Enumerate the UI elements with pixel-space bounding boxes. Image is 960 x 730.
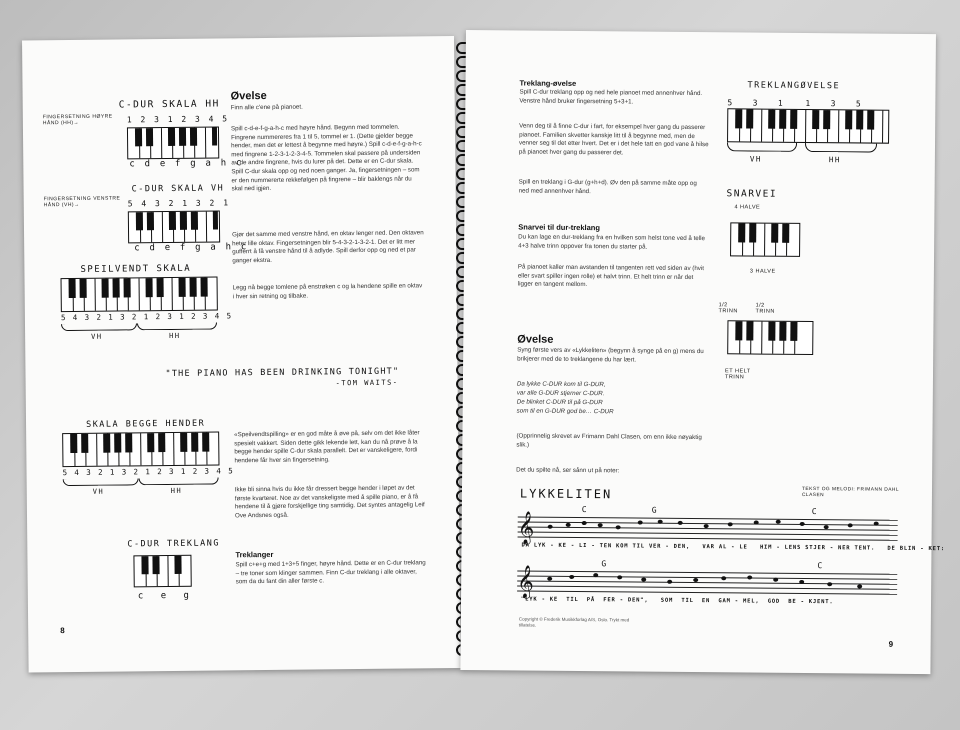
treklang-ovelse-p1: Spill C-dur treklang opp og ned hele pianoet med annenhver hånd. Venstre hånd bruker fingersetning 5+3+1. [519,88,703,106]
cdur-vh-fingering-label: FINGERSETNING VENSTRE HÅND (VH)→ [43,195,121,209]
cdur-vh-notes: c d e f g a h c [134,242,249,254]
chord-g2: G [601,559,608,569]
trinn-half-1: 1/2 TRINN [718,302,738,315]
song-lyrics-1: DA LYK - KE - LI - TEN KOM TIL VER - DEN, VAR AL - LE HIM - LENS STJER - NER TENT. DE BLIN - KET: [521,542,945,553]
song-credit: TEKST OG MELODI: FRIMANN DAHL CLASEN [801,486,899,499]
page-number-right: 9 [888,639,894,649]
ovelse-p3: Legg nå begge tomlene på enstrøken c og la hendene spille en oktav i hver sin retning og tilbake. [232,282,423,300]
ovelse2-outro: Det du spilte nå, ser sånn ut på noter: [516,466,620,475]
speilvendt-vh: VH [91,332,103,341]
copyright: Copyright © Frederik Musikkforlag A/S, Oslo. Trykt med tillatelse. [518,616,630,628]
treklangovelse-brace-hh [805,143,877,153]
staff-1 [517,510,898,544]
treklang-notes: c e g [137,590,195,602]
lyric-line-2: var alle G-DUR stjerner C-DUR. [516,389,605,398]
treklangovelse-title: TREKLANGØVELSE [747,80,841,92]
snarvei-3-halve: 3 HALVE [749,268,776,275]
snarvei-diagram-title: SNARVEI [726,188,778,200]
snarvei-keyboard [730,222,800,257]
cdur-hh-keyboard [127,126,219,159]
trinn-half-2: 1/2 TRINN [755,302,775,315]
chord-g1: G [651,505,659,515]
treklangovelse-fingering-right: 1 3 5 [805,98,863,109]
treklang-ovelse-heading: Treklang-øvelse [519,78,577,88]
begge-brace-hh [139,477,219,485]
chord-c2: C [811,507,819,517]
begge-keyboard [62,431,219,467]
ovelse2-intro: Syng første vers av «Lykkeliten» (begynn å synge på en g) mens du brikjerer med de to treklangene du har lært. [517,346,704,364]
ovelse-p1: Spill c-d-e-f-g-a-h-c med høyre hånd. Begynn med tommelen. Fingrene nummereres fra 1 til 5, tommel er 1. (Dette gjelder begge hender, men det er lettest å begynne med høyre.) Spill c-d-e-f-g-a-h-c med fingrene 1-2-3-1-2-3-4-5. Tommelen skal passere på undersiden av de andre fingrene, hvis du lurer på det. Dette er en C-dur skala. Spill C-dur skala opp og ned noen ganger. Ja, fingersetningen – som er den nummererte rekkefølgen på fingrene – blir baklengs når du skal ned igjen. [230,123,422,193]
treklangovelse-keyboard [727,108,889,143]
treble-clef-icon: 𝄞 [517,510,535,544]
quote-author: -TOM WAITS- [335,378,399,388]
treklang-ovelse-p3: Spill en treklang i G-dur (g+h+d). Øv den på samme måte opp og ned med annenhver hånd. [518,178,697,195]
begge-p1: «Speilvendtspilling» er en god måte å øve på, selv om det ikke låter spesielt vakkert. Siden dette gikk lekende lett, kan du nå prøve å la begge hender spille C-dur skala parallelt. Det er vanskeligere, fordi hendene får hver sin fingersetning. [234,429,420,465]
begge-brace-vh [63,478,139,486]
treklangovelse-fingering-left: 5 3 1 [727,98,785,108]
left-page [22,36,461,672]
begge-vh: VH [92,487,105,496]
chord-c3: C [817,561,824,571]
snarvei-p1: Du kan lage en dur-treklang fra en hvilken som helst tone ved å telle 4+3 halve trinn oppover fra tonen du starter på. [518,233,705,251]
snarvei-4-halve: 4 HALVE [734,204,761,211]
snarvei-p2: På pianoet kaller man avstanden til tangenten rett ved siden av (hvit eller svart spiller ingen rolle) et halvt trinn. Et helt trinn er når det ligger en tangent mellom. [517,263,705,289]
treklanger-heading: Treklanger [235,549,274,560]
page-number-left: 8 [60,626,65,636]
treklang-keyboard [133,555,191,588]
treklang-ovelse-p2: Venn deg til å finne C-dur i fart, for eksempel hver gang du passerer pianoet. Familien skvetter kanskje litt til å begynne med, men de venner seg til det etter hvert. Det er i det hele tatt en god vane å hilse på pianoet hver gang du passerer det. [518,122,709,157]
snarvei-heading: Snarvei til dur-treklang [518,222,601,233]
speilvendt-keyboard [61,276,218,312]
song-title: LYKKELITEN [519,486,613,502]
lyric-line-3: De blinket C-DUR til på G-DUR [516,398,603,407]
speilvendt-brace-vh [61,323,137,331]
begge-p2: Ikke bli sinna hvis du ikke får dressert begge hender i løpet av det første kvarteret. Noe av det vanskeligste med å spille piano, er å få hendene til å gjøre forskjellige ting samtidig. Det syntes antagelig Leif Ove Andsnes også. [234,484,425,520]
lyric-line-4: som til en G-DUR god be… C-DUR [516,407,614,416]
cdur-hh-fingering-label: FINGERSETNING HØYRE HÅND (HH)→ [42,113,113,127]
ovelse-intro: Finn alle c'ene på pianoet. [230,103,303,112]
song-lyrics-2: "LYK - KE TIL PÅ FER - DEN", SOM TIL EN GAM - MEL, GOD BE - KJENT. [521,596,834,606]
cdur-hh-title: C-DUR SKALA HH [118,98,220,111]
cdur-vh-title: C-DUR SKALA VH [131,183,225,195]
cdur-vh-fingering: 5 4 3 2 1 3 2 1 [127,198,231,209]
treklang-title: C-DUR TREKLANG [127,538,221,550]
ovelse-heading: Øvelse [230,89,267,103]
treklangovelse-brace-vh [727,142,797,152]
cdur-vh-keyboard [128,210,220,243]
right-page [460,30,945,674]
quote: "THE PIANO HAS BEEN DRINKING TONIGHT" [165,366,400,380]
begge-title: SKALA BEGGE HENDER [85,418,206,430]
speilvendt-fingering: 5 4 3 2 1 3 2 1 2 3 1 2 3 4 5 [60,311,233,323]
trinn-keyboard [727,320,813,355]
ovelse2-heading: Øvelse [517,333,554,346]
treble-clef-icon: 𝄞 [517,564,534,598]
ovelse-p2: Gjør det samme med venstre hånd, en oktav lenger ned. Den oktaven heter lille oktav. Fingersetningen blir 5-4-3-2-1-3-2-1. Det er litt mer gufferrt å få venstre hånd til å adlyde. Spill derfor opp og ned et par ganger ekstra. [232,229,424,265]
lyric-line-1: Da lykke C-DUR kom til G-DUR, [516,380,606,389]
treklangovelse-vh: VH [749,154,762,164]
speilvendt-brace-hh [137,322,217,330]
begge-fingering: 5 4 3 2 1 3 2 1 2 3 1 2 3 4 5 [62,466,235,478]
staff-2 [517,564,897,598]
cdur-hh-notes: c d e f g a h c [129,158,244,170]
ovelse2-note: (Opprinnelig skrevet av Frimann Dahl Clasen, om enn ikke nøyaktig slik.) [516,432,702,449]
treklanger-p: Spill c+e+g med 1+3+5 finger, høyre hånd. Dette er en C-dur treklang – tre toner som klinger sammen. Finn C-dur treklang i alle oktaver, som da du fant din aller første c. [235,559,426,586]
begge-hh: HH [170,486,183,495]
treklangovelse-hh: HH [828,155,841,165]
speilvendt-title: SPEILVENDT SKALA [80,263,192,275]
speilvendt-hh: HH [169,331,181,340]
helt-trinn: ET HELT TRINN [724,368,751,381]
cdur-hh-fingering: 1 2 3 1 2 3 4 5 [126,114,230,125]
chord-c1: C [581,505,589,515]
